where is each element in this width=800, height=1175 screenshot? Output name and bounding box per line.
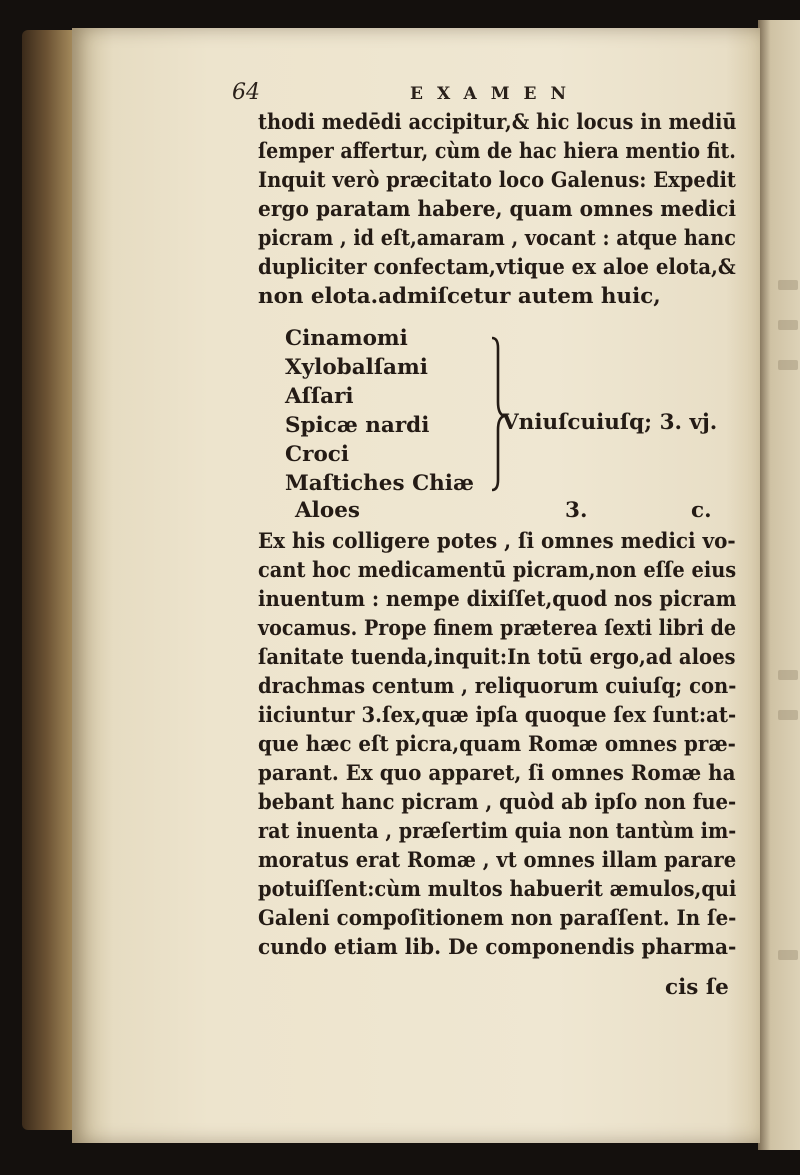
aloes-name: Aloes [295, 498, 360, 523]
paragraph-opening [258, 108, 738, 311]
page-number: 64 [232, 80, 260, 105]
text-line: bebant hanc picram , quòd ab ipſo non fue- [258, 790, 737, 815]
running-title: EXAMEN [410, 84, 581, 104]
page-header [232, 80, 752, 110]
adjacent-page-edge [758, 20, 800, 1150]
text-line: cant hoc medicamentū picram,non eſſe eius [258, 558, 737, 583]
aloes-row [295, 498, 715, 527]
text-line: potuiſſent:cùm multos habuerit æmulos,qui [258, 877, 737, 902]
text-line: drachmas centum , reliquorum cuiuſq; con- [258, 674, 737, 699]
ingredient-item: Spicæ nardi [285, 413, 430, 438]
text-line: non elota.admiſcetur autem huic, [258, 284, 661, 309]
text-line: Galeni compoſitionem non paraſſent. In ſe- [258, 906, 737, 931]
text-line: ſanitate tuenda,inquit:In totū ergo,ad aloes [258, 645, 736, 670]
text-line: inuentum : nempe dixiſſet,quod nos picram [258, 587, 737, 612]
text-line: cundo etiam lib. De componendis pharma- [258, 935, 737, 960]
ingredient-item: Xylobalſami [285, 355, 428, 380]
text-line: moratus erat Romæ , vt omnes illam parare [258, 848, 737, 873]
ingredient-item: Cinamomi [285, 326, 408, 351]
text-line: thodi medēdi accipitur,& hic locus in mediū [258, 110, 737, 135]
ingredient-item: Aſſari [285, 384, 354, 409]
text-line: que hæc eſt picra,quam Romæ omnes præ- [258, 732, 736, 757]
ingredient-item: Croci [285, 442, 350, 467]
text-line: rat inuenta , præſertim quia non tantùm im- [258, 819, 737, 844]
text-line: vocamus. Prope finem præterea ſexti libri de [258, 616, 736, 641]
text-line: dupliciter confectam,vtique ex aloe elota,& [258, 255, 736, 280]
text-line: picram , id eſt,amaram , vocant : atque hanc [258, 226, 736, 251]
text-line: ergo paratam habere, quam omnes medici [258, 197, 737, 222]
text-line: Ex his colligere potes , ſi omnes medici vo- [258, 529, 736, 554]
dose-label: Vniuſcuiuſq; 3. vj. [502, 410, 718, 435]
text-line: Inquit verò præcitato loco Galenus: Expedit [258, 168, 736, 193]
text-line: parant. Ex quo apparet, ſi omnes Romæ ha [258, 761, 736, 786]
aloes-unit: c. [691, 498, 712, 523]
paragraph-main [258, 527, 738, 962]
text-line: iiciuntur 3.ſex,quæ ipſa quoque ſex ſunt:at- [258, 703, 737, 728]
text-line: ſemper affertur, cùm de hac hiera mentio fit. [258, 139, 736, 164]
catchword: cis ſe [665, 975, 729, 1000]
ingredient-item: Maſtiches Chiæ [285, 471, 474, 496]
aloes-amount: 3. [565, 498, 588, 523]
